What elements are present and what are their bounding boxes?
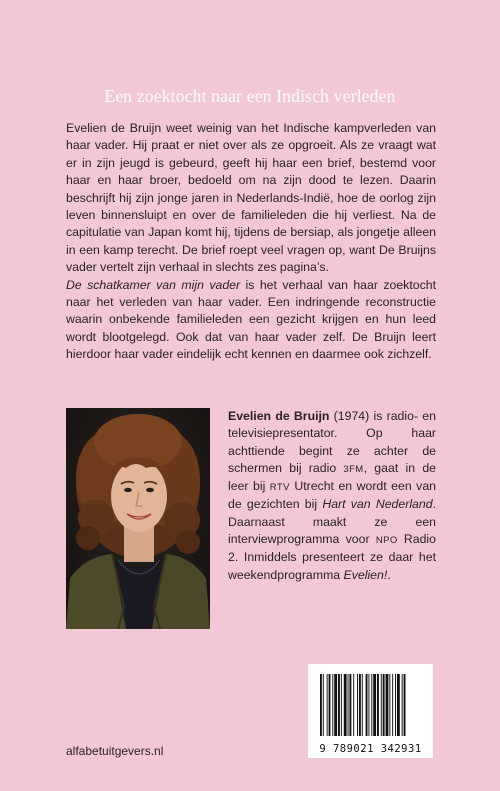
barcode-bars xyxy=(308,664,433,744)
publisher-url[interactable]: alfabetuitgevers.nl xyxy=(66,744,164,758)
isbn-barcode xyxy=(308,664,433,758)
bio-text: (1974) is radio- en televisiepresentator. Op haar achttiende begint ze achter de schermen bij radio xyxy=(228,409,436,475)
blurb-paragraph-1: Evelien de Bruijn weet weinig van het Indische kampverleden van haar vader. Hij praat er niet over als ze opgroeit. Als ze vraagt wat er in zijn jeugd is gebeurd, geeft hij haar een brief, bestemd voor haar en haar broer, bedoeld om na zijn dood te lezen. Daarin beschrijft hij zijn jonge jaren in Nederlands-Indië, hoe de oorlog zijn leven binnensluipt en over de familieleden die hij verliest. Na de capitulatie van Japan komt hij, tijdens de bersiap, als jongetje alleen in een kamp terecht. De brief roept veel vragen op, want De Bruijns vader vertelt zijn verhaal in slechts zes pagina’s. xyxy=(66,121,436,275)
author-photo xyxy=(66,408,210,629)
tagline: Een zoektocht naar een Indisch verleden xyxy=(104,86,396,106)
blurb-paragraph-2-text: is het verhaal van haar zoektocht naar het verleden van haar vader. Een indringende reconstructie waarin onbekende familieleden een gezicht krijgen en hun leed wordt blootgelegd. Ook dat van haar vader zelf. De Bruijn leert hierdoor haar vader eindelijk echt kennen en daarmee ook zichzelf. xyxy=(66,277,436,362)
blurb-paragraph-2 xyxy=(66,277,436,364)
book-title: De schatkamer van mijn vader xyxy=(66,277,241,292)
show-evelien: Evelien! xyxy=(343,567,388,582)
author-photo-image xyxy=(66,408,210,629)
bio-text: , gaat in de leer bij xyxy=(228,460,436,494)
author-name: Evelien de Bruijn xyxy=(228,409,330,423)
blurb xyxy=(66,120,436,364)
bio-text: Utrecht en wordt een van de gezichten bij xyxy=(228,479,436,512)
station-rtv: RTV xyxy=(269,482,290,494)
show-hart-van-nederland: Hart van Nederland xyxy=(322,497,433,512)
bio-text: . xyxy=(387,567,391,582)
station-npo: NPO xyxy=(375,535,398,547)
bio-text: . Daarnaast maakt ze een interviewprogramma voor xyxy=(228,497,436,547)
station-3fm: 3FM xyxy=(343,463,364,475)
author-bio xyxy=(228,408,436,584)
bio-text: Radio 2. Inmiddels presenteert ze daar het weekendprogramma xyxy=(228,532,437,582)
isbn-number: 9 789021 342931 xyxy=(319,743,422,755)
